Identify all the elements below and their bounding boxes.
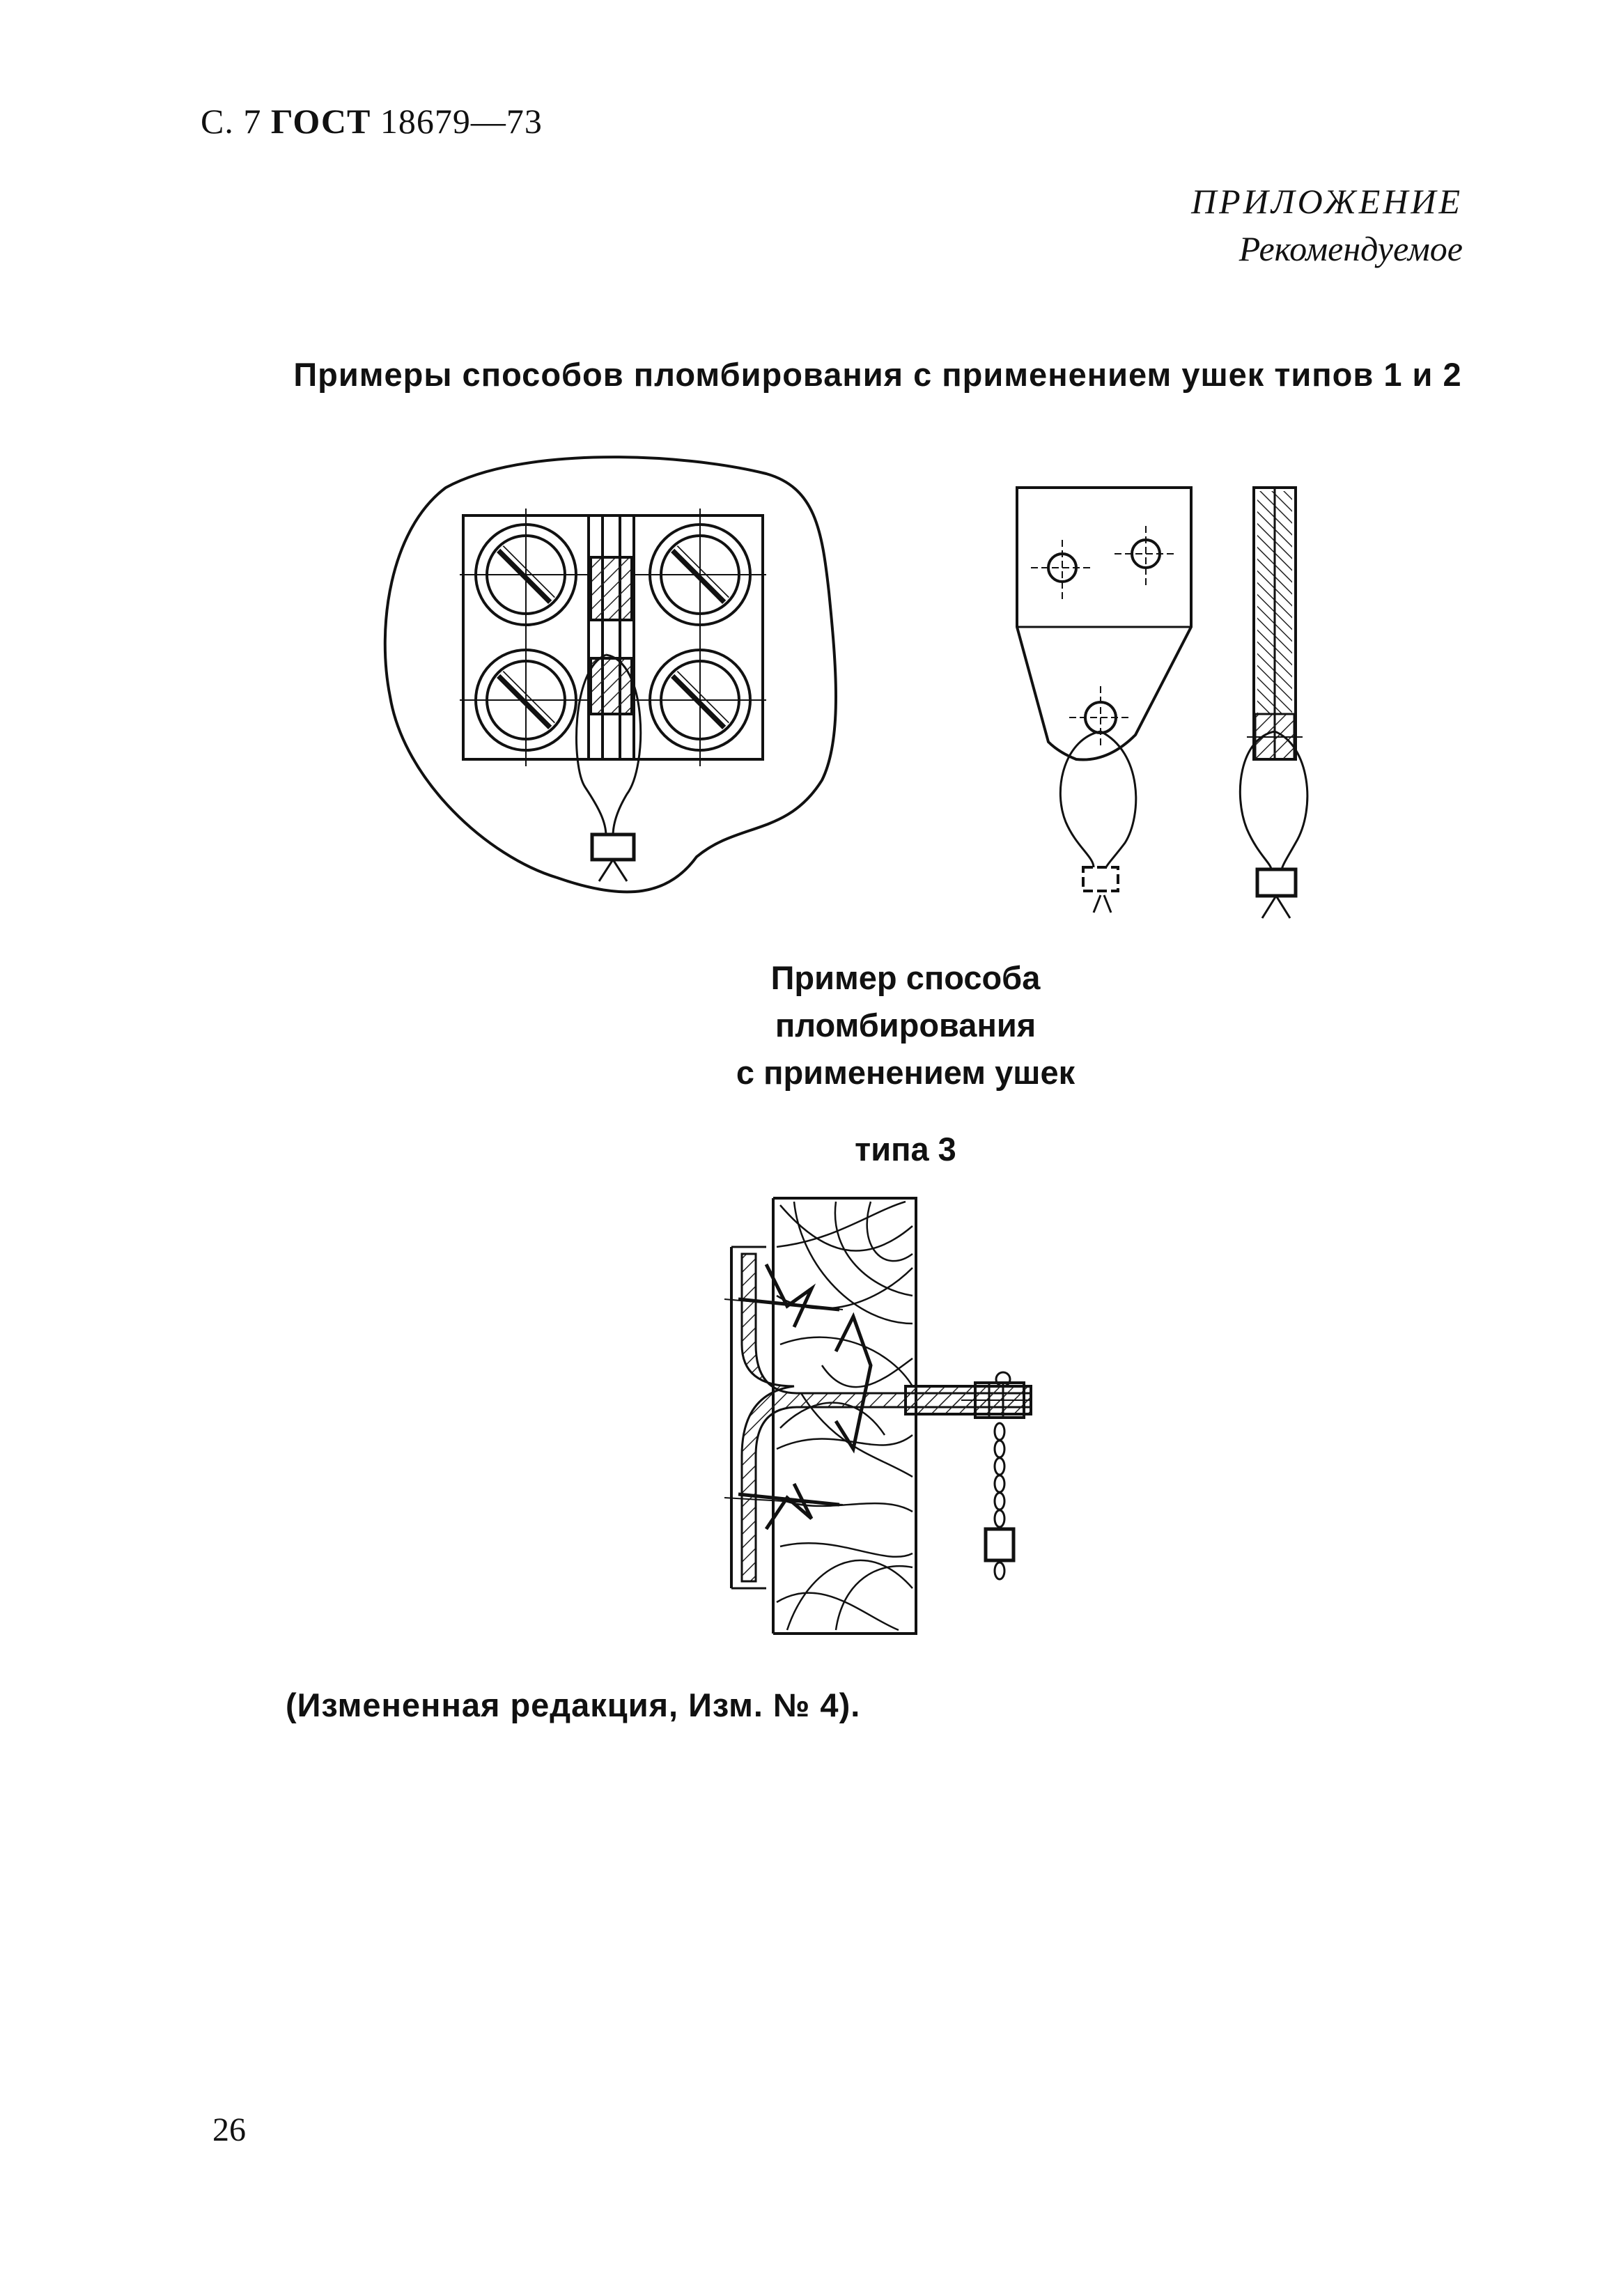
screw-bottom-left <box>460 634 592 766</box>
type3-drawing <box>724 1198 1031 1634</box>
screw-bottom-right <box>634 634 766 766</box>
eyelet-side-drawing <box>1240 488 1307 918</box>
eyelet-body <box>1017 488 1191 760</box>
screw-top-left <box>460 509 592 641</box>
seal-chain <box>995 1423 1004 1579</box>
seal-block <box>592 835 634 860</box>
screw-top-right <box>634 509 766 641</box>
figure2-caption-line-2: пломбирования <box>775 1007 1036 1044</box>
eyelet-front-drawing <box>1017 488 1191 913</box>
wood-grain <box>777 1202 913 1630</box>
figure2-caption-line-1: Пример способа <box>770 959 1041 996</box>
figure2-type-label: типа 3 <box>855 1131 956 1168</box>
seal-block-side <box>1257 869 1296 896</box>
hole-1 <box>1031 540 1094 599</box>
standard-number: 18679—73 <box>380 102 543 141</box>
hatched-block-top <box>591 557 632 620</box>
revision-note: (Измененная редакция, Изм. № 4). <box>286 1686 861 1723</box>
figure2-caption-line-3: с применением ушек <box>736 1054 1075 1091</box>
standard-label: ГОСТ <box>270 102 371 141</box>
screw-panel-drawing <box>385 457 836 892</box>
seal-block-type3 <box>986 1529 1014 1560</box>
seal-wire-front <box>1060 731 1135 867</box>
page-prefix: С. 7 <box>201 102 262 141</box>
appendix-title: ПРИЛОЖЕНИЕ <box>1191 182 1463 221</box>
figure1-caption: Примеры способов пломбирования с применением ушек типов 1 и 2 <box>293 356 1462 393</box>
page-number: 26 <box>212 2111 246 2148</box>
appendix-status: Рекомендуемое <box>1238 229 1463 268</box>
hole-2 <box>1115 526 1177 585</box>
seal-block-front <box>1083 867 1118 891</box>
hole-3 <box>1069 686 1132 749</box>
